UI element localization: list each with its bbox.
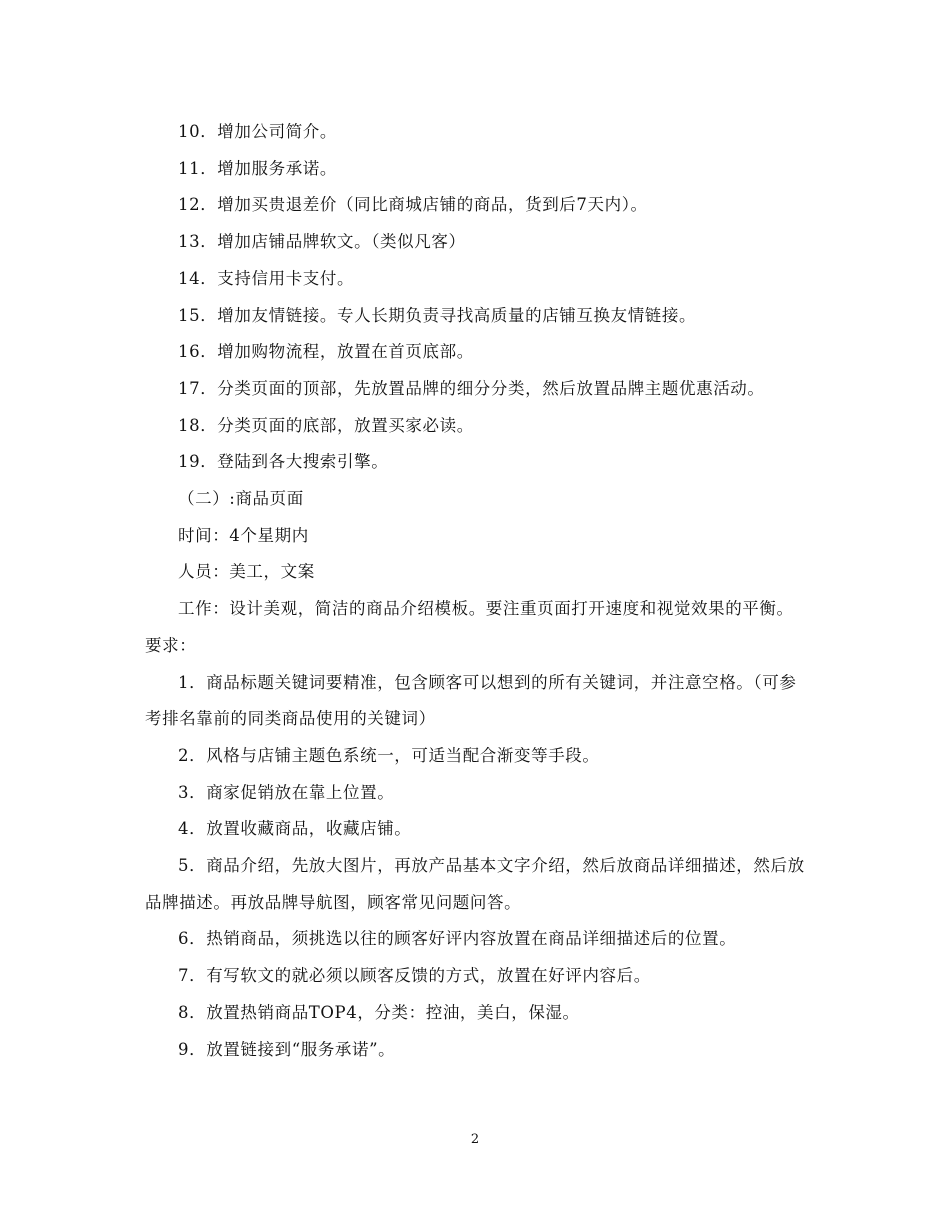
paragraph-item-16: 16．增加购物流程，放置在首页底部。 <box>178 342 474 362</box>
section-heading-product-page: （二）:商品页面 <box>178 489 304 509</box>
paragraph-item-10: 10．增加公司简介。 <box>178 122 337 141</box>
requirement-item-5: 5．商品介绍，先放大图片，再放产品基本文字介绍，然后放商品详细描述，然后放品牌描述。再放品牌导航图，顾客常见问题问答。 <box>145 856 805 912</box>
paragraph-item-15: 15．增加友情链接。专人长期负责寻找高质量的店铺互换友情链接。 <box>178 305 697 325</box>
paragraph-item-13: 13．增加店铺品牌软文。（类似凡客） <box>178 232 466 252</box>
paragraph-item-19: 19．登陆到各大搜索引擎。 <box>178 452 389 472</box>
requirement-item-9: 9．放置链接到“服务承诺”。 <box>178 1039 396 1059</box>
requirement-item-7: 7．有写软文的就必须以顾客反馈的方式，放置在好评内容后。 <box>178 966 651 986</box>
paragraph-item-17: 17．分类页面的顶部，先放置品牌的细分分类，然后放置品牌主题优惠活动。 <box>178 378 765 398</box>
requirement-item-1: 1．商品标题关键词要精准，包含顾客可以想到的所有关键词，并注意空格。（可参考排名靠前的同类商品使用的关键词） <box>145 672 797 729</box>
requirement-item-6: 6．热销商品，须挑选以往的顾客好评内容放置在商品详细描述后的位置。 <box>178 929 737 949</box>
requirement-item-3: 3．商家促销放在靠上位置。 <box>178 782 395 802</box>
paragraph-item-14: 14．支持信用卡支付。 <box>178 268 355 288</box>
page-number: 2 <box>470 1132 480 1147</box>
requirement-item-4: 4．放置收藏商品，收藏店铺。 <box>178 819 412 839</box>
paragraph-item-12: 12．增加买贵退差价（同比商城店铺的商品，货到后7天内）。 <box>178 195 648 215</box>
paragraph-staff: 人员：美工，文案 <box>178 562 315 582</box>
paragraph-work: 工作：设计美观，简洁的商品介绍模板。要注重页面打开速度和视觉效果的平衡。要求： <box>145 599 794 655</box>
requirement-item-2: 2．风格与店铺主题色系统一，可适当配合渐变等手段。 <box>178 745 600 765</box>
paragraph-item-11: 11．增加服务承诺。 <box>178 158 337 178</box>
paragraph-item-18: 18．分类页面的底部，放置买家必读。 <box>178 415 474 435</box>
document-body <box>145 114 805 1068</box>
paragraph-time: 时间：4个星期内 <box>178 525 309 545</box>
requirement-item-8: 8．放置热销商品TOP4，分类：控油，美白，保湿。 <box>178 1002 580 1022</box>
